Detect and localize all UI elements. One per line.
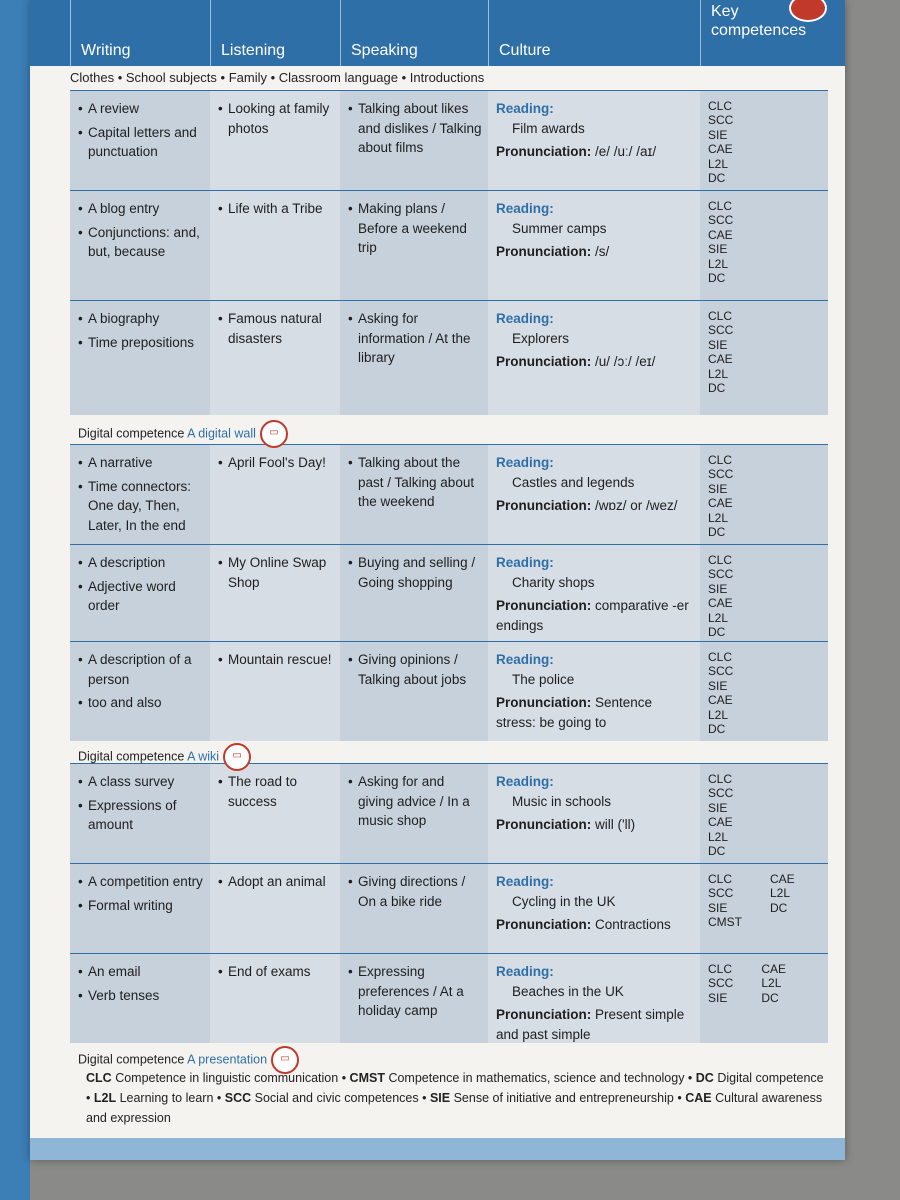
legend-code: DC xyxy=(695,1071,714,1085)
syllabus-row xyxy=(70,544,828,641)
topic-separator: • xyxy=(266,70,279,85)
competence-code: CLC xyxy=(708,872,733,886)
competence-codes xyxy=(708,650,822,736)
competence-code: CAE xyxy=(708,227,733,242)
pronunciation-value: Sentence stress: be going to xyxy=(496,695,653,730)
competence-code: SCC xyxy=(708,786,734,801)
culture-cell xyxy=(488,191,700,300)
speaking-cell xyxy=(340,642,488,741)
pronunciation xyxy=(496,242,694,262)
competence-code: SIE xyxy=(708,900,728,915)
pronunciation-label: Pronunciation: xyxy=(496,144,592,160)
competence-code: SIE xyxy=(708,337,728,352)
speaking-item: • Giving directions / On a bike ride xyxy=(348,872,482,911)
pronunciation-label: Pronunciation: xyxy=(496,917,592,933)
competence-codes xyxy=(708,872,822,930)
legend-text: Social and civic competences xyxy=(254,1091,419,1105)
topic-separator: • xyxy=(114,70,126,85)
writing-cell xyxy=(70,91,210,190)
competence-code: CLC xyxy=(708,99,733,113)
pronunciation-value: /s/ xyxy=(595,244,610,260)
competence-code: DC xyxy=(708,524,726,539)
speaking-cell xyxy=(340,191,488,300)
speaking-item: • Talking about the past / Talking about the weekend xyxy=(348,453,482,512)
speaking-cell xyxy=(340,954,488,1043)
competence-code: DC xyxy=(708,270,726,285)
header-writing xyxy=(70,0,210,66)
speaking-item: • Expressing preferences / At a holiday camp xyxy=(348,962,482,1021)
legend-text: Sense of initiative and entrepreneurship xyxy=(453,1091,674,1105)
competence-codes xyxy=(708,553,822,639)
writing-item: • A blog entry xyxy=(78,199,204,219)
pronunciation-label: Pronunciation: xyxy=(496,498,592,514)
pronunciation-value: comparative -er endings xyxy=(496,598,689,633)
writing-cell xyxy=(70,642,210,741)
pronunciation-label: Pronunciation: xyxy=(496,1007,592,1023)
culture-cell xyxy=(488,91,700,190)
header-culture-label: Culture xyxy=(499,42,551,59)
writing-cell xyxy=(70,864,210,953)
pronunciation-label: Pronunciation: xyxy=(496,598,592,614)
reading-title: Summer camps xyxy=(512,220,607,236)
reading-label: Reading: xyxy=(496,311,554,326)
writing-item: • A description xyxy=(78,553,204,573)
competence-code: CAE xyxy=(770,872,795,886)
competence-code: DC xyxy=(708,624,726,639)
pronunciation-value: Present simple and past simple xyxy=(496,1007,685,1042)
pronunciation-value: /e/ /uː/ /aɪ/ xyxy=(595,144,657,160)
speaking-item: • Talking about likes and dislikes / Talking about films xyxy=(348,99,482,158)
speaking-cell xyxy=(340,764,488,863)
writing-item: • Capital letters and punctuation xyxy=(78,123,204,162)
competence-code: SCC xyxy=(708,886,734,901)
pronunciation xyxy=(496,1005,694,1044)
competence-codes xyxy=(708,309,822,395)
syllabus-row xyxy=(70,953,828,1043)
culture-cell xyxy=(488,642,700,741)
speaking-cell xyxy=(340,864,488,953)
speaking-item: • Asking for and giving advice / In a music shop xyxy=(348,772,482,831)
syllabus-page xyxy=(30,0,845,1160)
competence-code: SCC xyxy=(708,976,734,991)
key-competences-cell xyxy=(700,91,828,190)
pronunciation-value: Contractions xyxy=(595,917,671,933)
pronunciation-label: Pronunciation: xyxy=(496,817,592,833)
competence-list xyxy=(708,453,733,539)
pronunciation xyxy=(496,596,694,635)
competences-legend: CLC Competence in linguistic communication • CMST Competence in mathematics, science and technology • DC Digital competence • L2L Learning to learn • SCC Social and civic competences • SIE Sense of initiative and entrepreneurship • CAE Cultural awareness and expression xyxy=(86,1071,824,1125)
topics-bar xyxy=(70,66,750,90)
listening-cell xyxy=(210,545,340,641)
competence-code: SCC xyxy=(708,113,734,128)
competence-code: CLC xyxy=(708,772,733,786)
competence-code: L2L xyxy=(708,156,729,171)
competence-code: CLC xyxy=(708,553,733,567)
reading-title: Explorers xyxy=(512,330,570,346)
competence-list xyxy=(761,962,786,1005)
syllabus-row xyxy=(70,190,828,300)
competence-code: L2L xyxy=(708,366,729,381)
writing-cell xyxy=(70,954,210,1043)
competence-code: CMST xyxy=(708,915,742,930)
header-speaking-label: Speaking xyxy=(351,42,418,59)
competence-code: SIE xyxy=(708,481,728,496)
listening-cell xyxy=(210,642,340,741)
listening-item: • April Fool's Day! xyxy=(218,453,334,473)
digital-label: Digital competence xyxy=(78,749,185,764)
competence-list xyxy=(708,872,742,930)
competence-code: DC xyxy=(770,900,788,915)
header-listening xyxy=(210,0,340,66)
listening-cell xyxy=(210,445,340,544)
competence-code: L2L xyxy=(761,976,782,991)
key-competences-cell xyxy=(700,191,828,300)
listening-item: • The road to success xyxy=(218,772,334,811)
listening-item: • End of exams xyxy=(218,962,334,982)
speaking-cell xyxy=(340,91,488,190)
legend-text: Learning to learn xyxy=(119,1091,214,1105)
legend-code: L2L xyxy=(93,1091,117,1105)
culture-cell xyxy=(488,445,700,544)
competence-code: CLC xyxy=(708,199,733,213)
topic-item: School subjects xyxy=(125,70,217,85)
competence-list xyxy=(708,650,733,736)
competence-list xyxy=(708,99,733,185)
listening-cell xyxy=(210,91,340,190)
competence-code: DC xyxy=(708,843,726,858)
legend-entry xyxy=(94,1091,214,1105)
legend-code: SCC xyxy=(224,1091,252,1105)
writing-item: • A class survey xyxy=(78,772,204,792)
reading-label: Reading: xyxy=(496,964,554,979)
digital-competence-1 xyxy=(78,420,288,448)
writing-item: • Expressions of amount xyxy=(78,796,204,835)
reading-label: Reading: xyxy=(496,101,554,116)
reading-title: Cycling in the UK xyxy=(512,893,616,909)
pronunciation xyxy=(496,693,694,732)
header-key-competences xyxy=(700,0,845,66)
writing-item: • A narrative xyxy=(78,453,204,473)
pronunciation xyxy=(496,915,694,935)
listening-item: • My Online Swap Shop xyxy=(218,553,334,592)
listening-item: • Mountain rescue! xyxy=(218,650,334,670)
writing-item: • Verb tenses xyxy=(78,986,204,1006)
writing-item: • A competition entry xyxy=(78,872,204,892)
competence-code: L2L xyxy=(708,510,729,525)
key-competences-cell xyxy=(700,642,828,741)
writing-item: • Adjective word order xyxy=(78,577,204,616)
topic-item: Classroom language xyxy=(278,70,398,85)
legend-code: CLC xyxy=(86,1071,112,1085)
writing-item: • A review xyxy=(78,99,204,119)
legend-entry xyxy=(225,1091,419,1105)
multimedia-icon: ▭ xyxy=(223,743,251,771)
competence-code: CAE xyxy=(761,962,787,976)
pronunciation-label: Pronunciation: xyxy=(496,244,592,260)
topic-separator: • xyxy=(216,70,229,85)
syllabus-row xyxy=(70,90,828,190)
legend-entry xyxy=(350,1071,685,1085)
pronunciation-value: will ('ll) xyxy=(595,817,636,833)
competence-code: SCC xyxy=(708,323,734,338)
reading-label: Reading: xyxy=(496,774,554,789)
key-competences-cell xyxy=(700,301,828,415)
topic-item: Introductions xyxy=(409,70,485,85)
legend-entry xyxy=(430,1091,674,1105)
writing-item: • A biography xyxy=(78,309,204,329)
competence-code: SCC xyxy=(708,467,734,482)
multimedia-icon: ▭ xyxy=(260,420,288,448)
topic-item: Family xyxy=(228,70,267,85)
bottom-band xyxy=(30,1138,845,1160)
competence-code: L2L xyxy=(708,829,729,844)
competence-code: SCC xyxy=(708,213,734,228)
header-listening-label: Listening xyxy=(221,42,286,59)
topic-item: Clothes xyxy=(70,70,115,85)
writing-item: • Conjunctions: and, but, because xyxy=(78,223,204,262)
listening-item: • Adopt an animal xyxy=(218,872,334,892)
pronunciation-value: /wɒz/ or /wez/ xyxy=(595,498,678,514)
pronunciation xyxy=(496,142,694,162)
competence-code: DC xyxy=(708,170,726,185)
syllabus-row xyxy=(70,444,828,544)
key-competences-cell xyxy=(700,445,828,544)
header-culture xyxy=(488,0,700,66)
digital-title: A wiki xyxy=(187,749,220,764)
header-key-competences-label: Key competences xyxy=(711,3,807,39)
reading-title: Film awards xyxy=(512,120,585,136)
digital-label: Digital competence xyxy=(78,1052,185,1067)
multimedia-icon: ▭ xyxy=(271,1046,299,1074)
reading-title: Music in schools xyxy=(512,793,612,809)
pronunciation-value: /u/ /ɔː/ /eɪ/ xyxy=(595,354,656,370)
competence-code: CAE xyxy=(708,352,733,367)
reading-label: Reading: xyxy=(496,201,554,216)
competence-codes xyxy=(708,772,822,858)
writing-item: • Time connectors: One day, Then, Later, In the end xyxy=(78,477,204,536)
competence-code: CAE xyxy=(708,693,733,708)
writing-cell xyxy=(70,191,210,300)
competence-code: SIE xyxy=(708,678,728,693)
reading-label: Reading: xyxy=(496,555,554,570)
competence-code: SIE xyxy=(708,581,728,596)
legend-text: Competence in mathematics, science and technology xyxy=(388,1071,685,1085)
speaking-item: • Giving opinions / Talking about jobs xyxy=(348,650,482,689)
competence-code: CLC xyxy=(708,650,733,664)
key-competences-cell xyxy=(700,764,828,863)
competence-code: CLC xyxy=(708,309,733,323)
key-competences-cell xyxy=(700,864,828,953)
writing-cell xyxy=(70,545,210,641)
listening-item: • Life with a Tribe xyxy=(218,199,334,219)
competence-code: L2L xyxy=(708,707,729,722)
reading-label: Reading: xyxy=(496,874,554,889)
reading-title: Beaches in the UK xyxy=(512,983,624,999)
writing-item: • too and also xyxy=(78,693,204,713)
listening-item: • Famous natural disasters xyxy=(218,309,334,348)
syllabus-row xyxy=(70,641,828,741)
legend-text: Cultural awareness and expression xyxy=(86,1091,823,1125)
competence-code: L2L xyxy=(708,610,729,625)
syllabus-row xyxy=(70,763,828,863)
competence-list xyxy=(708,772,733,858)
header-writing-label: Writing xyxy=(81,42,131,59)
competence-code: CAE xyxy=(708,596,733,611)
writing-cell xyxy=(70,445,210,544)
speaking-item: • Buying and selling / Going shopping xyxy=(348,553,482,592)
syllabus-row xyxy=(70,300,828,415)
competence-code: CLC xyxy=(708,453,733,467)
competence-codes xyxy=(708,199,822,285)
competence-codes xyxy=(708,99,822,185)
writing-cell xyxy=(70,301,210,415)
culture-cell xyxy=(488,864,700,953)
topic-separator: • xyxy=(398,70,410,85)
listening-cell xyxy=(210,764,340,863)
digital-title: A presentation xyxy=(187,1052,268,1067)
pronunciation-label: Pronunciation: xyxy=(496,354,592,370)
competence-list xyxy=(770,872,795,930)
competence-codes xyxy=(708,962,822,1005)
competence-list xyxy=(708,309,733,395)
competence-code: SIE xyxy=(708,990,728,1005)
competence-code: SIE xyxy=(708,800,728,815)
legend-code: CMST xyxy=(349,1071,385,1085)
writing-item: • Formal writing xyxy=(78,896,204,916)
competence-code: CAE xyxy=(708,142,733,157)
legend-entry xyxy=(696,1071,824,1085)
listening-cell xyxy=(210,864,340,953)
culture-cell xyxy=(488,764,700,863)
competence-code: CLC xyxy=(708,962,733,976)
culture-cell xyxy=(488,954,700,1043)
competence-list xyxy=(708,962,733,1005)
competence-code: CAE xyxy=(708,815,733,830)
culture-cell xyxy=(488,301,700,415)
competence-code: DC xyxy=(708,721,726,736)
competence-code: DC xyxy=(761,990,779,1005)
reading-title: The police xyxy=(512,671,575,687)
culture-cell xyxy=(488,545,700,641)
reading-title: Castles and legends xyxy=(512,474,635,490)
reading-title: Charity shops xyxy=(512,574,595,590)
digital-title: A digital wall xyxy=(187,426,256,441)
reading-label: Reading: xyxy=(496,652,554,667)
key-competences-cell xyxy=(700,954,828,1043)
speaking-cell xyxy=(340,445,488,544)
legend-code: SIE xyxy=(429,1091,451,1105)
table-header xyxy=(30,0,845,66)
competence-code: SCC xyxy=(708,567,734,582)
speaking-cell xyxy=(340,301,488,415)
pronunciation-label: Pronunciation: xyxy=(496,695,592,711)
competence-code: L2L xyxy=(770,886,791,901)
legend-code: CAE xyxy=(685,1091,712,1105)
pronunciation xyxy=(496,496,694,516)
listening-cell xyxy=(210,954,340,1043)
competence-code: CAE xyxy=(708,496,733,511)
competence-code: SIE xyxy=(708,127,728,142)
listening-item: • Looking at family photos xyxy=(218,99,334,138)
digital-competence-2 xyxy=(78,743,251,771)
listening-cell xyxy=(210,191,340,300)
binding-edge xyxy=(0,0,30,1200)
writing-item: • An email xyxy=(78,962,204,982)
header-speaking xyxy=(340,0,488,66)
listening-cell xyxy=(210,301,340,415)
pronunciation xyxy=(496,352,694,372)
competence-list xyxy=(708,199,733,285)
speaking-item: • Asking for information / At the library xyxy=(348,309,482,368)
legend-text: Competence in linguistic communication xyxy=(115,1071,339,1085)
digital-label: Digital competence xyxy=(78,426,185,441)
writing-cell xyxy=(70,764,210,863)
competence-code: SIE xyxy=(708,242,728,257)
legend-text: Digital competence xyxy=(717,1071,824,1085)
competence-code: SCC xyxy=(708,664,734,679)
speaking-cell xyxy=(340,545,488,641)
syllabus-row xyxy=(70,863,828,953)
writing-item: • A description of a person xyxy=(78,650,204,689)
pronunciation xyxy=(496,815,694,835)
writing-item: • Time prepositions xyxy=(78,333,204,353)
speaking-item: • Making plans / Before a weekend trip xyxy=(348,199,482,258)
competence-code: DC xyxy=(708,380,726,395)
competence-list xyxy=(708,553,733,639)
competence-codes xyxy=(708,453,822,539)
legend-entry xyxy=(86,1071,338,1085)
competence-code: L2L xyxy=(708,256,729,271)
key-competences-cell xyxy=(700,545,828,641)
reading-label: Reading: xyxy=(496,455,554,470)
